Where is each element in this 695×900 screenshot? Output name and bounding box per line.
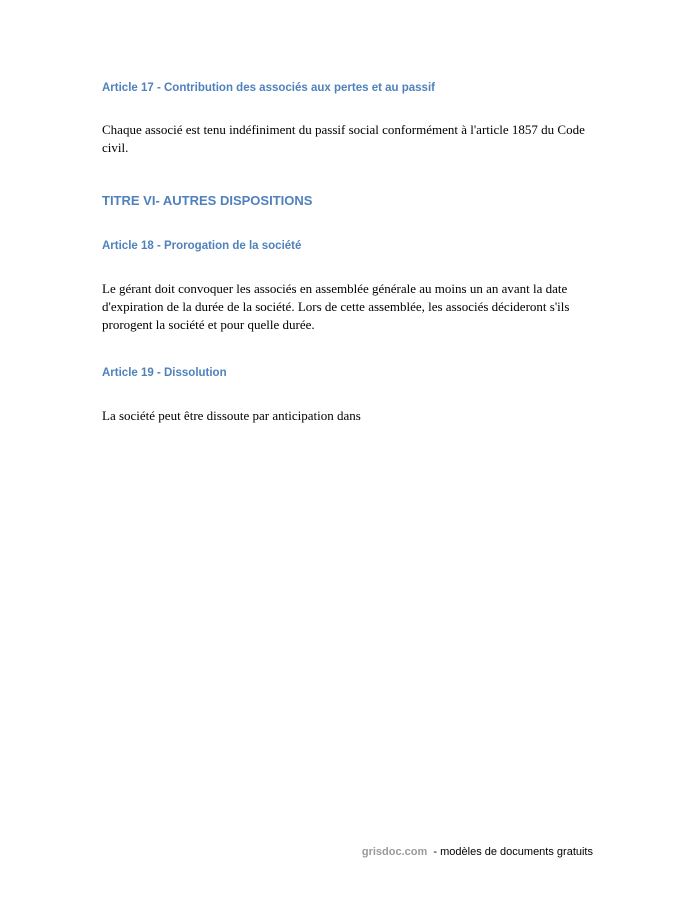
footer-brand-link[interactable]: grisdoc.com [361, 846, 428, 858]
titre-vi-heading: TITRE VI- AUTRES DISPOSITIONS [102, 193, 313, 208]
article-19-heading: Article 19 - Dissolution [102, 367, 227, 379]
article-18-body: Le gérant doit convoquer les associés en assemblée générale au moins un an avant la date d'expiration de la durée de la société. Lors de cette assemblée, les associés décideront s'ils prorogent la société et pour quelle durée. [102, 281, 570, 332]
article-17-heading: Article 17 - Contribution des associés aux pertes et au passif [102, 82, 435, 94]
page-footer [362, 846, 593, 858]
article-19-body: La société peut être dissoute par anticipation dans [102, 408, 361, 423]
footer-tagline: - modèles de documents gratuits [433, 846, 593, 858]
article-18-heading: Article 18 - Prorogation de la société [102, 240, 302, 252]
article-17-body: Chaque associé est tenu indéfiniment du passif social conformément à l'article 1857 du Code civil. [102, 122, 585, 155]
